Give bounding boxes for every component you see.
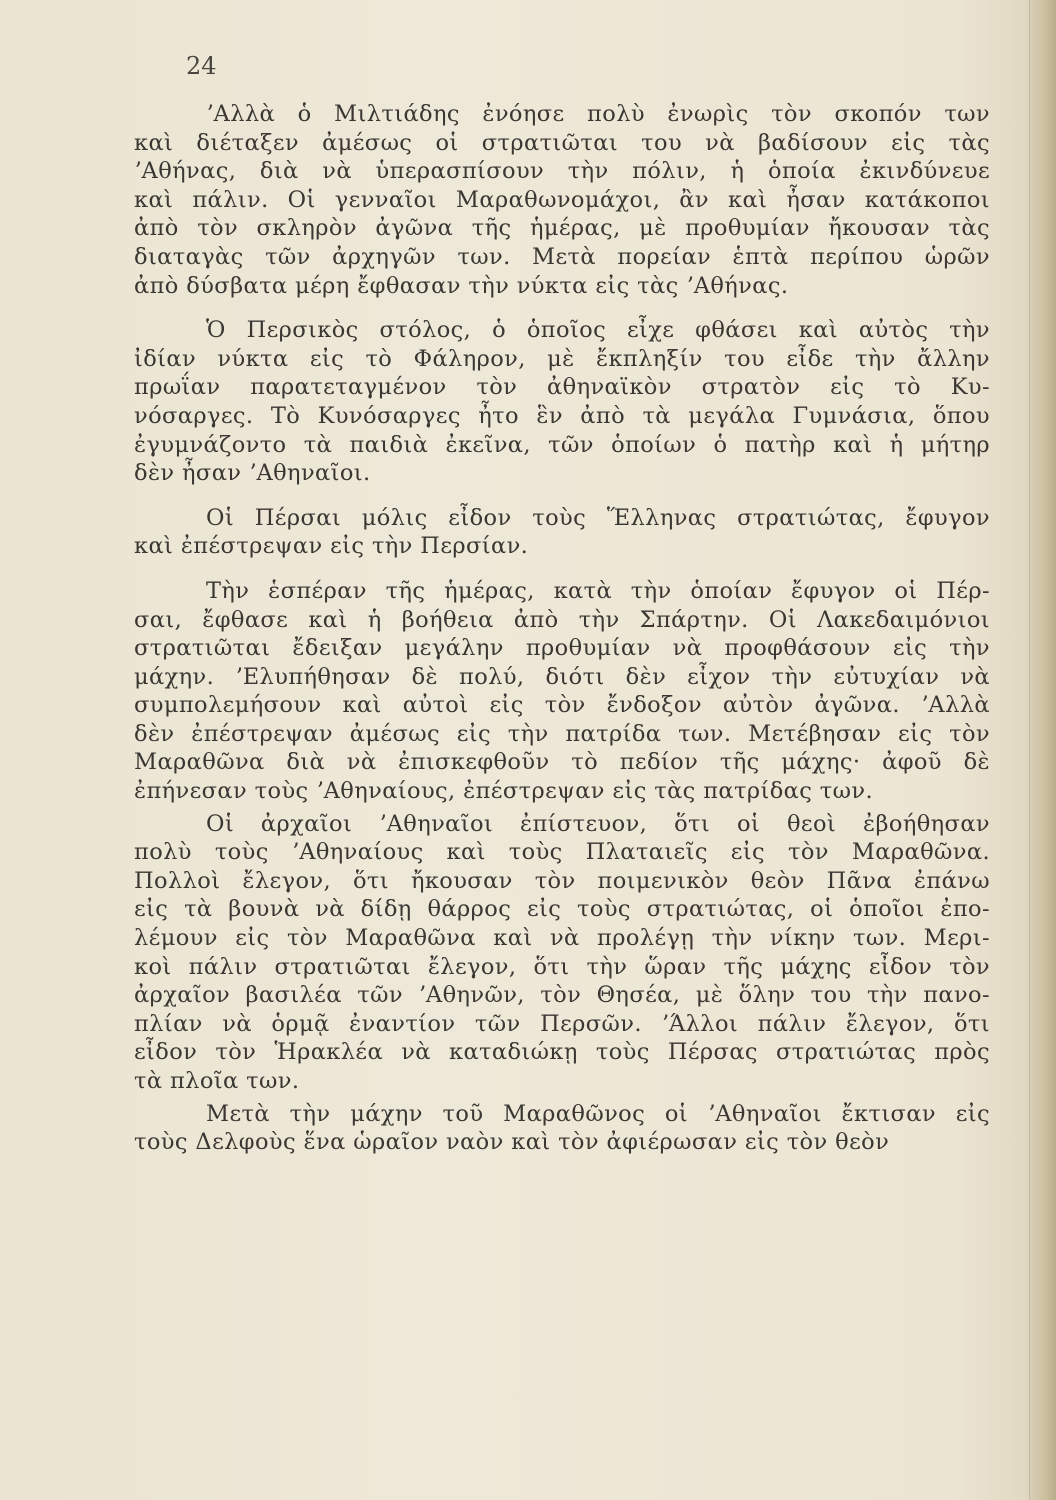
- text-line: δὲν ἦσαν ʼΑθηναῖοι.: [134, 460, 371, 487]
- text-line: νόσαργες. Τὸ Κυνόσαργες ἦτο ἓν ἀπὸ τὰ μεγάλα Γυμνάσια, ὅπου: [134, 402, 990, 429]
- paragraph: [134, 504, 990, 561]
- text-line: διαταγὰς τῶν ἀρχηγῶν των. Μετὰ πορείαν ἑπτὰ περίπου ὡρῶν: [134, 243, 990, 270]
- text-line: ἰδίαν νύκτα εἰς τὸ Φάληρον, μὲ ἔκπληξίν του εἶδε τὴν ἄλλην: [134, 345, 990, 372]
- text-line: τὰ πλοῖα των.: [134, 1068, 300, 1094]
- text-line: Οἱ Πέρσαι μόλις εἶδον τοὺς Ἕλληνας στρατιώτας, ἔφυγον: [206, 504, 990, 531]
- text-line: ἀπὸ δύσβατα μέρη ἔφθασαν τὴν νύκτα εἰς τὰς ʼΑθήνας.: [134, 272, 789, 299]
- text-line: ἐπήνεσαν τοὺς ʼΑθηναίους, ἐπέστρεψαν εἰς τὰς πατρίδας των.: [134, 778, 874, 805]
- paragraph: [134, 810, 990, 1096]
- text-line: μάχην. ʼΕλυπήθησαν δὲ πολύ, διότι δὲν εἶχον τὴν εὐτυχίαν νὰ: [134, 663, 990, 690]
- text-line: συμπολεμήσουν καὶ αὐτοὶ εἰς τὸν ἔνδοξον αὐτὸν ἀγῶνα. ʼΑλλὰ: [134, 692, 990, 719]
- text-line: πρωΐαν παρατεταγμένον τὸν ἀθηναϊκὸν στρατὸν εἰς τὸ Κυ-: [134, 374, 990, 401]
- paragraph: [134, 1100, 990, 1157]
- text-line: ʼΑθήνας, διὰ νὰ ὑπερασπίσουν τὴν πόλιν, ἡ ὁποία ἐκινδύνευε: [134, 158, 990, 185]
- text-line: ἀπὸ τὸν σκληρὸν ἀγῶνα τῆς ἡμέρας, μὲ προθυμίαν ἤκουσαν τὰς: [134, 215, 990, 242]
- text-line: λέμουν εἰς τὸν Μαραθῶνα καὶ νὰ προλέγῃ τὴν νίκην των. Μερι-: [134, 925, 990, 952]
- text-line: καὶ πάλιν. Οἱ γενναῖοι Μαραθωνομάχοι, ἂν καὶ ἦσαν κατάκοποι: [134, 186, 990, 213]
- text-line: ἀρχαῖον βασιλέα τῶν ʼΑθηνῶν, τὸν Θησέα, μὲ ὅλην του τὴν πανο-: [134, 982, 990, 1009]
- text-line: κοὶ πάλιν στρατιῶται ἔλεγον, ὅτι τὴν ὥραν τῆς μάχης εἶδον τὸν: [134, 953, 990, 980]
- text-line: Τὴν ἑσπέραν τῆς ἡμέρας, κατὰ τὴν ὁποίαν ἔφυγον οἱ Πέρ-: [206, 577, 990, 604]
- text-line: πλίαν νὰ ὁρμᾷ ἐναντίον τῶν Περσῶν. ʼΆλλοι πάλιν ἔλεγον, ὅτι: [134, 1010, 990, 1037]
- paragraph: [134, 577, 990, 806]
- page-edge: [1029, 0, 1056, 1500]
- text-line: Οἱ ἀρχαῖοι ʼΑθηναῖοι ἐπίστευον, ὅτι οἱ θεοὶ ἐβοήθησαν: [206, 810, 990, 837]
- text-line: ʼΑλλὰ ὁ Μιλτιάδης ἐνόησε πολὺ ἐνωρὶς τὸν σκοπόν των: [206, 101, 990, 127]
- text-line: εἶδον τὸν Ἡρακλέα νὰ καταδιώκῃ τοὺς Πέρσας στρατιώτας πρὸς: [134, 1039, 990, 1066]
- paragraph: [134, 100, 990, 300]
- text-line: Μαραθῶνα διὰ νὰ ἐπισκεφθοῦν τὸ πεδίον τῆς μάχης· ἀφοῦ δὲ: [134, 749, 990, 776]
- text-line: δὲν ἐπέστρεψαν ἀμέσως εἰς τὴν πατρίδα των. Μετέβησαν εἰς τὸν: [134, 720, 990, 747]
- paragraph: [134, 316, 990, 488]
- text-line: Ὁ Περσικὸς στόλος, ὁ ὁποῖος εἶχε φθάσει καὶ αὐτὸς τὴν: [206, 317, 990, 344]
- text-line: ἐγυμνάζοντο τὰ παιδιὰ ἐκεῖνα, τῶν ὁποίων ὁ πατὴρ καὶ ἡ μήτηρ: [134, 431, 990, 458]
- text-line: τοὺς Δελφοὺς ἕνα ὡραῖον ναὸν καὶ τὸν ἀφιέρωσαν εἰς τὸν θεὸν: [134, 1129, 890, 1156]
- text-line: εἰς τὰ βουνὰ νὰ δίδῃ θάρρος εἰς τοὺς στρατιώτας, οἱ ὁποῖοι ἐπο-: [134, 896, 990, 923]
- text-line: στρατιῶται ἔδειξαν μεγάλην προθυμίαν νὰ προφθάσουν εἰς τὴν: [134, 635, 990, 662]
- text-line: σαι, ἔφθασε καὶ ἡ βοήθεια ἀπὸ τὴν Σπάρτην. Οἱ Λακεδαιμόνιοι: [134, 606, 990, 633]
- text-line: πολὺ τοὺς ʼΑθηναίους καὶ τοὺς Πλαταιεῖς εἰς τὸν Μαραθῶνα.: [134, 839, 990, 866]
- text-line: Μετὰ τὴν μάχην τοῦ Μαραθῶνος οἱ ʼΑθηναῖοι ἔκτισαν εἰς: [206, 1100, 990, 1127]
- page-number: 24: [186, 52, 217, 80]
- text-line: Πολλοὶ ἔλεγον, ὅτι ἤκουσαν τὸν ποιμενικὸν θεὸν Πᾶνα ἐπάνω: [134, 867, 990, 894]
- body-text: [134, 100, 990, 1173]
- text-line: καὶ ἐπέστρεψαν εἰς τὴν Περσίαν.: [134, 533, 529, 560]
- text-line: καὶ διέταξεν ἀμέσως οἱ στρατιῶται του νὰ βαδίσουν εἰς τὰς: [134, 129, 990, 156]
